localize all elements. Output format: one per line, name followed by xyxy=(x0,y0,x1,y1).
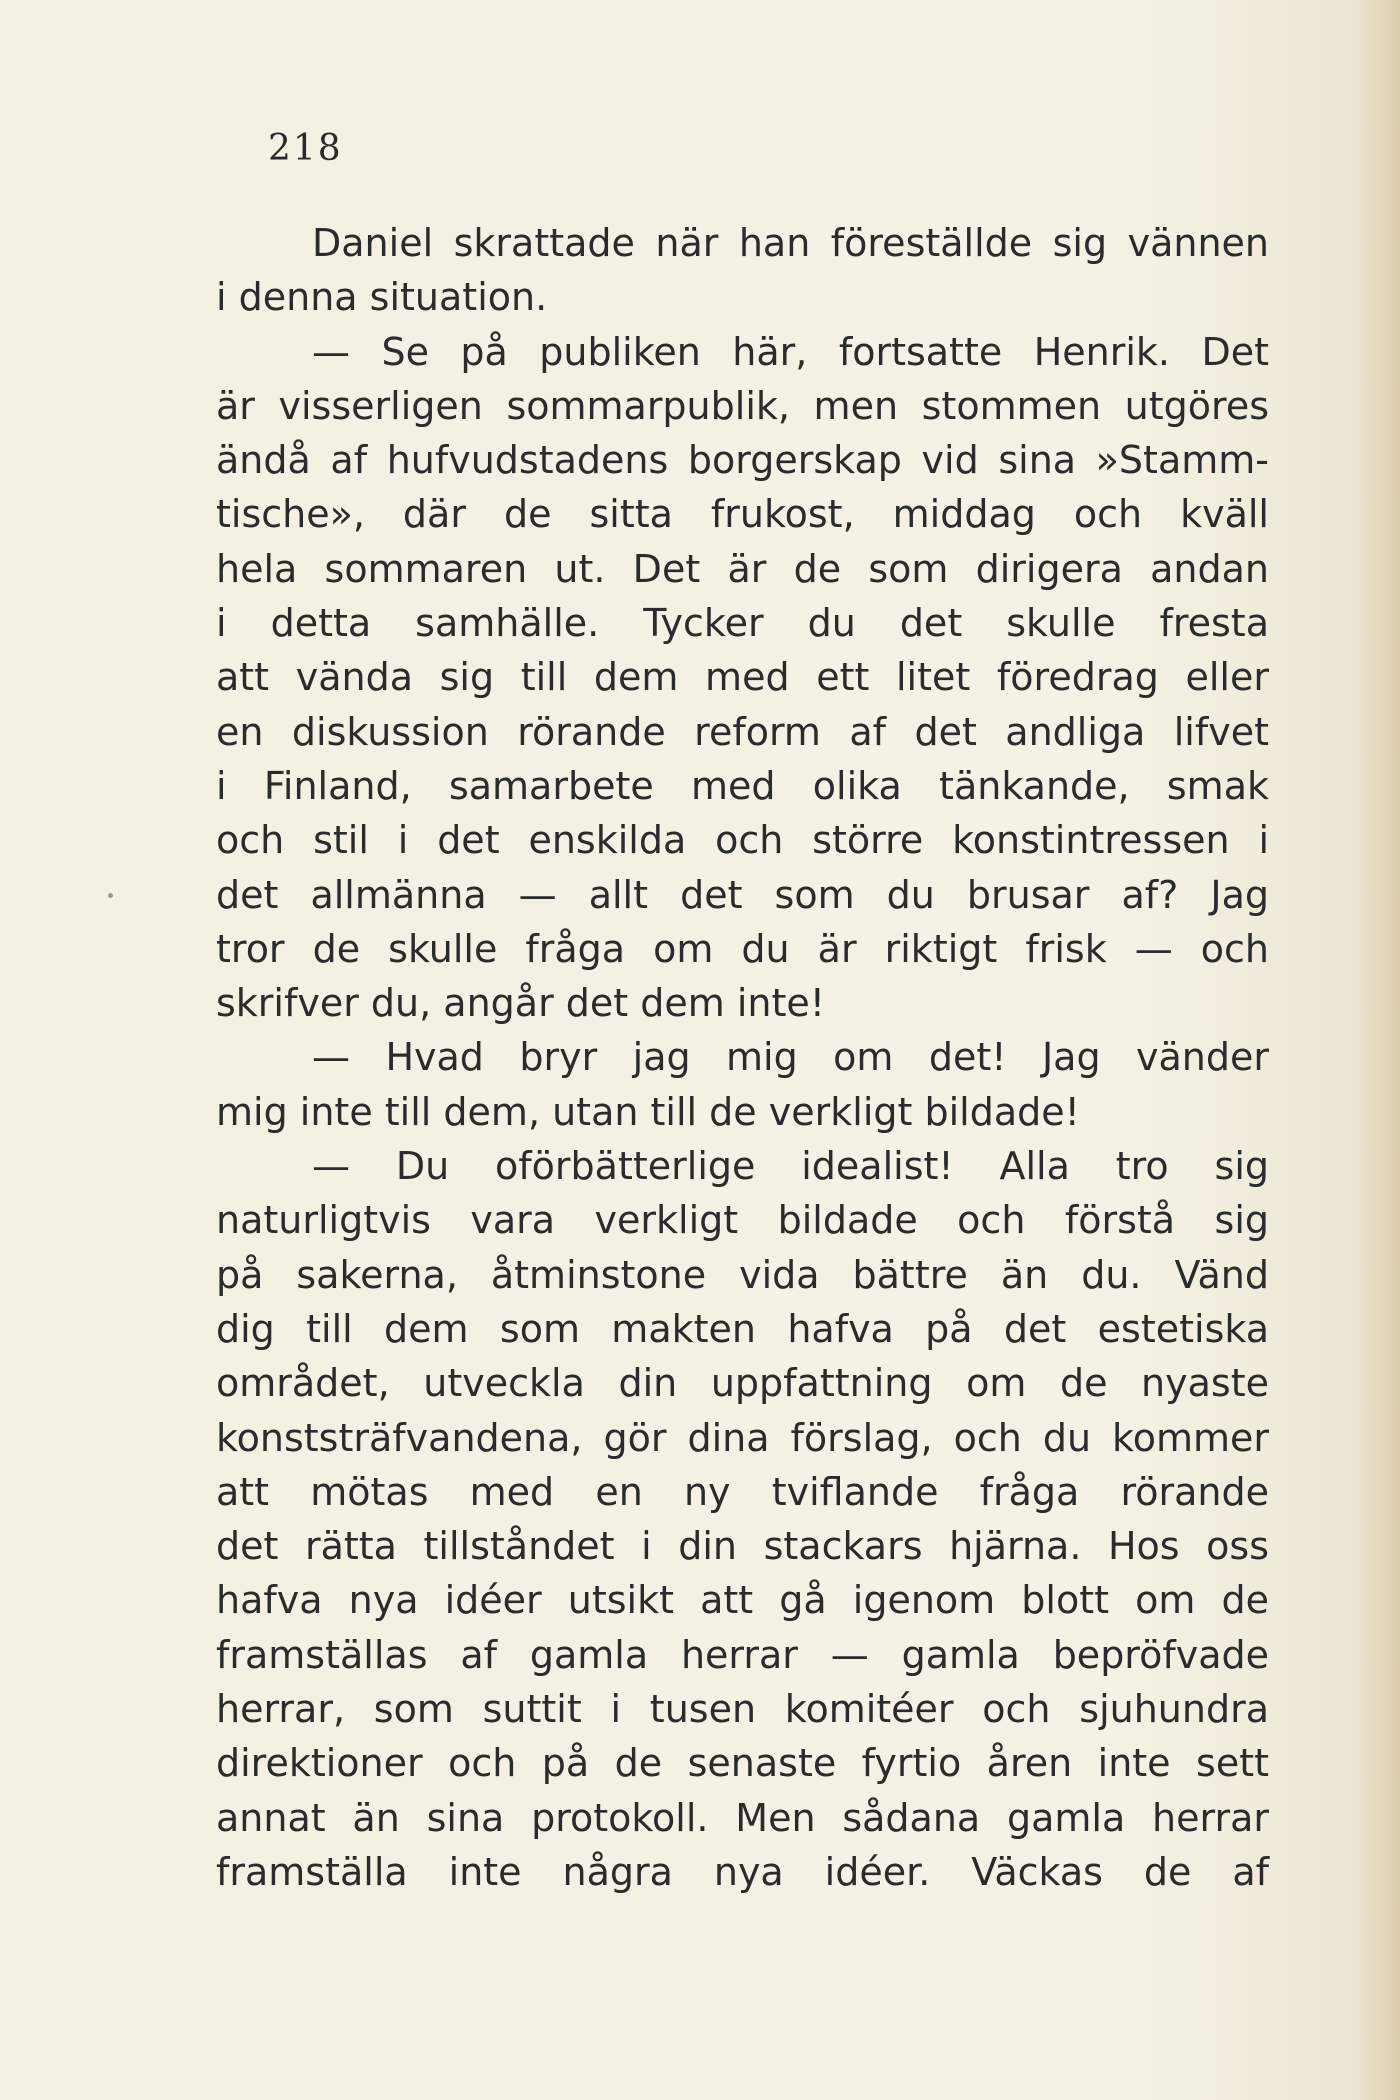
text-line: det allmänna — allt det som du brusar af? Jag xyxy=(216,872,1269,917)
text-line: — Se på publiken här, fortsatte Henrik. Det xyxy=(312,329,1269,374)
text-line: i detta samhälle. Tycker du det skulle fresta xyxy=(216,601,1269,646)
text-line: ändå af hufvudstadens borgerskap vid sina »Stamm- xyxy=(216,438,1269,483)
text-line: mig inte till dem, utan till de verkligt bildade! xyxy=(216,1089,1080,1134)
text-line: och stil i det enskilda och större konstintressen i xyxy=(216,818,1269,863)
text-line: — Hvad bryr jag mig om det! Jag vänder xyxy=(312,1035,1269,1080)
text-line: att mötas med en ny tviflande fråga rörande xyxy=(216,1469,1269,1514)
page-edge-shadow xyxy=(1360,0,1400,2100)
text-line: direktioner och på de senaste fyrtio åren inte sett xyxy=(216,1741,1269,1786)
text-line: hafva nya idéer utsikt att gå igenom blott om de xyxy=(216,1578,1269,1623)
text-line: skrifver du, angår det dem inte! xyxy=(216,981,826,1026)
text-line: på sakerna, åtminstone vida bättre än du. Vänd xyxy=(216,1252,1269,1297)
text-line: annat än sina protokoll. Men sådana gamla herrar xyxy=(216,1795,1269,1840)
text-line: det rätta tillståndet i din stackars hjärna. Hos oss xyxy=(216,1524,1269,1569)
text-line: hela sommaren ut. Det är de som dirigera andan xyxy=(216,546,1269,591)
margin-mark xyxy=(108,893,113,898)
text-line: tische», där de sitta frukost, middag och kväll xyxy=(216,492,1269,537)
text-line: att vända sig till dem med ett litet föredrag eller xyxy=(216,655,1269,700)
text-line: — Du oförbätterlige idealist! Alla tro sig xyxy=(312,1144,1269,1189)
text-line: området, utveckla din uppfattning om de nyaste xyxy=(216,1361,1269,1406)
text-line: är visserligen sommarpublik, men stommen utgöres xyxy=(216,383,1269,428)
text-line: framställas af gamla herrar — gamla bepröfvade xyxy=(216,1632,1269,1677)
text-line: dig till dem som makten hafva på det estetiska xyxy=(216,1306,1269,1351)
text-line: i Finland, samarbete med olika tänkande, smak xyxy=(216,763,1269,808)
text-line: framställa inte några nya idéer. Väckas de af xyxy=(216,1849,1269,1894)
text-line: naturligtvis vara verkligt bildade och förstå sig xyxy=(216,1198,1269,1243)
body-text xyxy=(216,216,1269,1899)
text-line: konststräfvandena, gör dina förslag, och du kommer xyxy=(216,1415,1269,1460)
text-line: en diskussion rörande reform af det andliga lifvet xyxy=(216,709,1269,754)
text-line: tror de skulle fråga om du är riktigt frisk — och xyxy=(216,926,1269,971)
text-line: i denna situation. xyxy=(216,275,548,320)
text-line: herrar, som suttit i tusen komitéer och sjuhundra xyxy=(216,1687,1269,1732)
text-line: Daniel skrattade när han föreställde sig vännen xyxy=(312,221,1269,265)
page-number: 218 xyxy=(268,128,343,169)
